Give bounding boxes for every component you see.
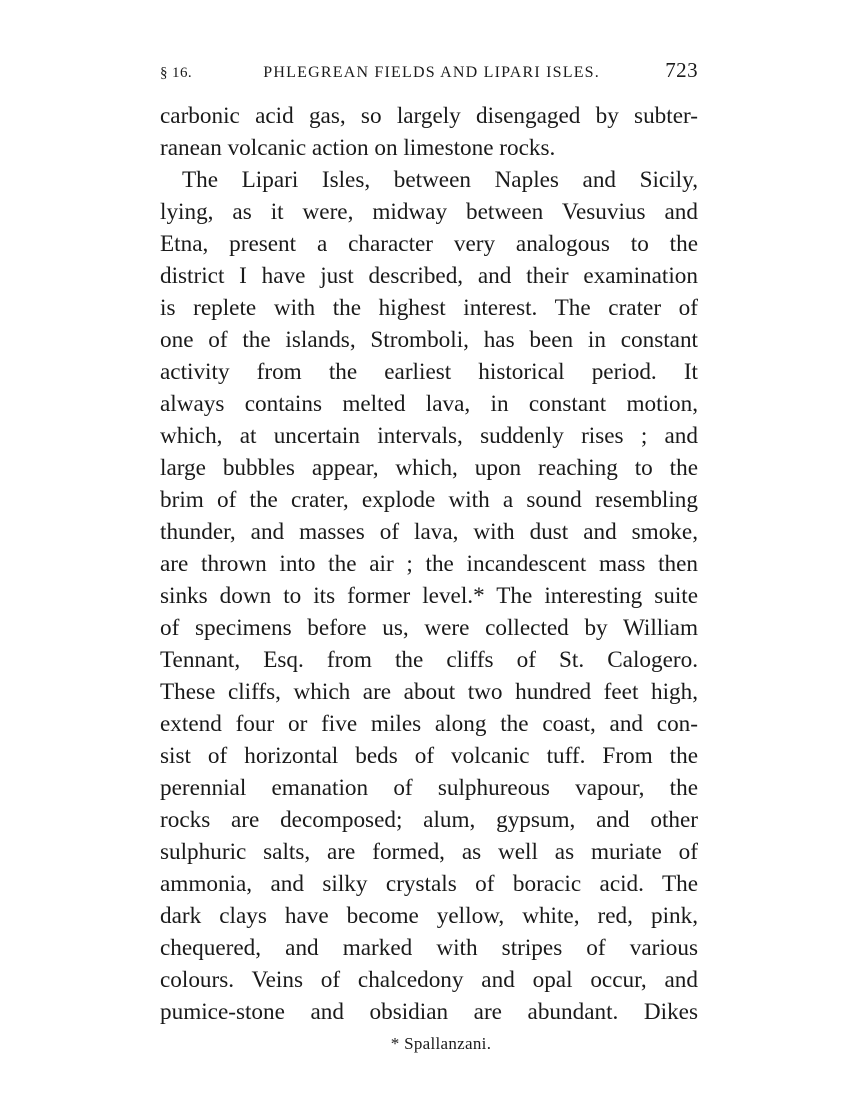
text-line: is replete with the highest interest. The crater of <box>160 295 698 321</box>
text-line: colours. Veins of chalcedony and opal occur, and <box>160 967 698 993</box>
text-line: brim of the crater, explode with a sound resembling <box>160 487 698 513</box>
text-line: thunder, and masses of lava, with dust and smoke, <box>160 519 698 545</box>
text-line: sist of horizontal beds of volcanic tuff. From the <box>160 743 698 769</box>
running-head <box>160 58 698 88</box>
text-line: sinks down to its former level.* The interesting suite <box>160 583 698 609</box>
text-line: ranean volcanic action on limestone rocks. <box>160 135 556 161</box>
text-line: Tennant, Esq. from the cliffs of St. Calogero. <box>160 647 698 673</box>
text-line: sulphuric salts, are formed, as well as muriate of <box>160 839 698 865</box>
text-line: perennial emanation of sulphureous vapour, the <box>160 775 698 801</box>
text-line: large bubbles appear, which, upon reaching to the <box>160 455 698 481</box>
text-line: are thrown into the air ; the incandescent mass then <box>160 551 698 577</box>
text-line: always contains melted lava, in constant motion, <box>160 391 698 417</box>
text-line: district I have just described, and their examination <box>160 263 698 289</box>
text-line: one of the islands, Stromboli, has been in constant <box>160 327 698 353</box>
body-text <box>160 100 698 1028</box>
text-line: lying, as it were, midway between Vesuvius and <box>160 199 698 225</box>
book-page <box>160 58 698 1054</box>
text-line: activity from the earliest historical period. It <box>160 359 698 385</box>
page-number: 723 <box>665 58 698 82</box>
text-line: These cliffs, which are about two hundred feet high, <box>160 679 698 705</box>
text-line: Etna, present a character very analogous to the <box>160 231 698 257</box>
text-line: carbonic acid gas, so largely disengaged by subter- <box>160 103 698 129</box>
text-line: dark clays have become yellow, white, red, pink, <box>160 903 698 929</box>
text-line: extend four or five miles along the coast, and con- <box>160 711 698 737</box>
text-line: which, at uncertain intervals, suddenly rises ; and <box>160 423 698 449</box>
text-line: pumice-stone and obsidian are abundant. Dikes <box>160 999 698 1025</box>
text-line: rocks are decomposed; alum, gypsum, and other <box>160 807 698 833</box>
text-line: ammonia, and silky crystals of boracic acid. The <box>160 871 698 897</box>
section-number: § 16. <box>160 65 192 81</box>
text-line: chequered, and marked with stripes of various <box>160 935 698 961</box>
text-line: The Lipari Isles, between Naples and Sicily, <box>182 167 698 193</box>
footnote: * Spallanzani. <box>390 1034 492 1053</box>
running-title: PHLEGREAN FIELDS AND LIPARI ISLES. <box>263 64 600 81</box>
text-line: of specimens before us, were collected by William <box>160 615 698 641</box>
